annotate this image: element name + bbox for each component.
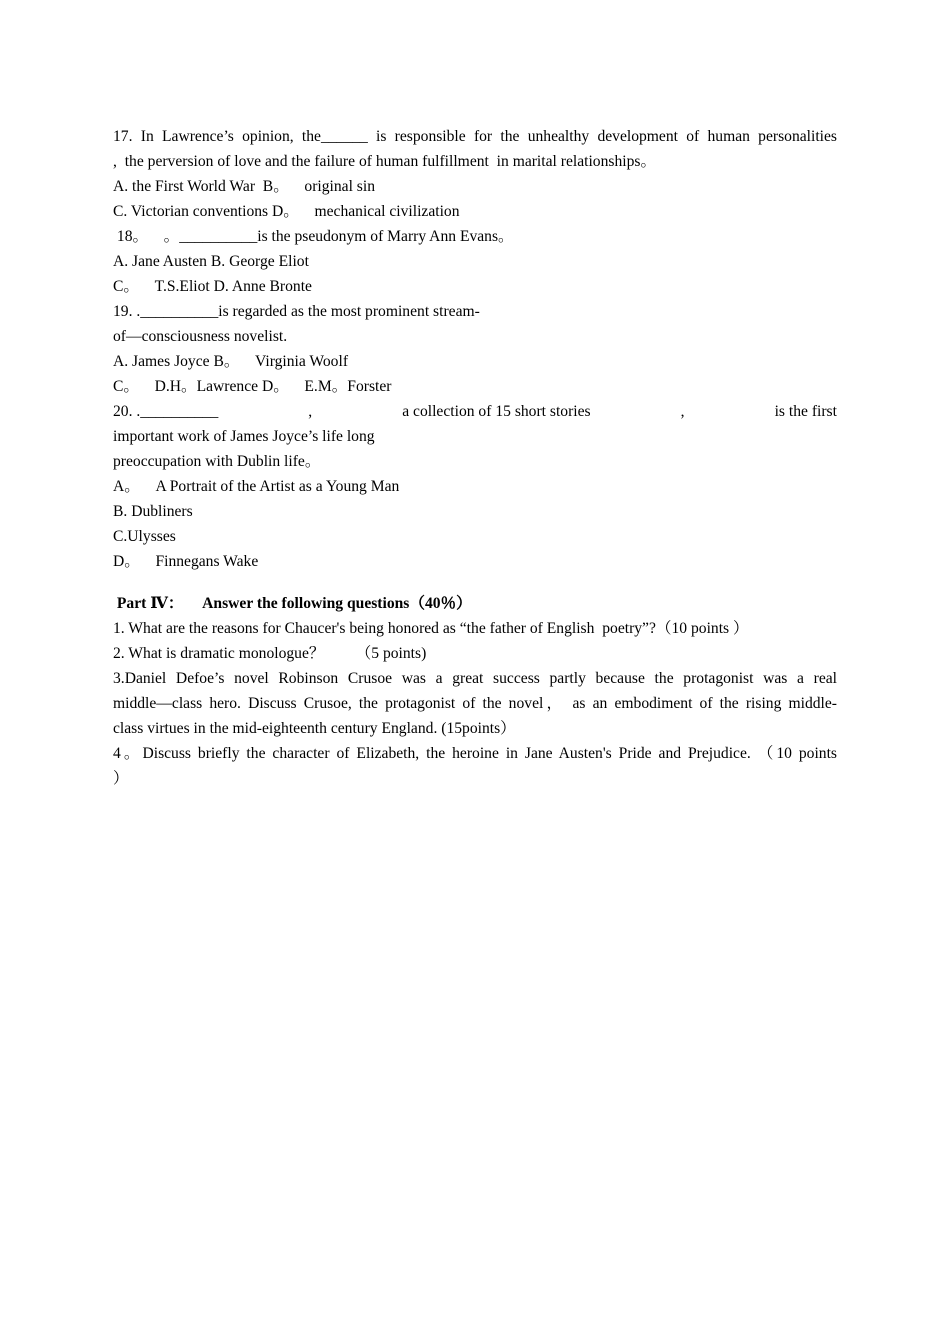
question-20-description: a collection of 15 short stories bbox=[402, 403, 591, 420]
part-4-question-3-line-3: class virtues in the mid-eighteenth century England. (15points） bbox=[113, 720, 516, 737]
question-19-stem-line-1: 19. .__________is regarded as the most prominent stream- bbox=[113, 303, 480, 320]
question-20-option-a: A。 A Portrait of the Artist as a Young Man bbox=[113, 478, 400, 495]
part-4-heading: Part Ⅳ： Answer the following questions（40％） bbox=[113, 595, 472, 612]
part-4-question-4-line-2: ） bbox=[113, 770, 129, 787]
question-20-stem-line-3: preoccupation with Dublin life。 bbox=[113, 453, 321, 470]
question-20-blank: 20. .__________ bbox=[113, 403, 219, 420]
question-20-option-c: C.Ulysses bbox=[113, 528, 176, 545]
question-20-stem-line-2: important work of James Joyce’s life long bbox=[113, 428, 375, 445]
part-4-question-4-line-1: 4。Discuss briefly the character of Elizabeth, the heroine in Jane Austen's Pride and Prejudice. （10 points bbox=[113, 745, 837, 762]
question-18-options-ab: A. Jane Austen B. George Eliot bbox=[113, 253, 309, 270]
question-17-line-1: 17. In Lawrence’s opinion, the______ is responsible for the unhealthy development of human personalities bbox=[113, 128, 837, 145]
section-spacer bbox=[113, 574, 837, 591]
question-20-comma-1: , bbox=[308, 403, 313, 420]
question-20-option-d: D。 Finnegans Wake bbox=[113, 553, 259, 570]
question-17-line-2: , the perversion of love and the failure of human fulfillment in marital relationships。 bbox=[113, 153, 657, 170]
part-4-question-2: 2. What is dramatic monologue？ （5 points) bbox=[113, 645, 427, 662]
question-20-comma-2: , bbox=[680, 403, 685, 420]
question-18-stem: 18。 。__________is the pseudonym of Marry Ann Evans。 bbox=[113, 228, 514, 245]
question-19-options-cd: C。 D.H。Lawrence D。 E.M。Forster bbox=[113, 378, 392, 395]
part-4-question-3-line-2: middle—class hero. Discuss Crusoe, the protagonist of the novel， as an embodiment of the rising middle- bbox=[113, 695, 837, 712]
question-20-option-b: B. Dubliners bbox=[113, 503, 193, 520]
part-4-question-1: 1. What are the reasons for Chaucer's being honored as “the father of English poetry”?（10 points ） bbox=[113, 620, 749, 637]
question-19-options-ab: A. James Joyce B。 Virginia Woolf bbox=[113, 353, 349, 370]
part-4-question-3-line-1: 3.Daniel Defoe’s novel Robinson Crusoe was a great success partly because the protagonist was a real bbox=[113, 670, 837, 687]
question-17-options-ab: A. the First World War B。 original sin bbox=[113, 178, 375, 195]
question-20-stem-line-1 bbox=[113, 399, 837, 424]
question-18-options-cd: C。 T.S.Eliot D. Anne Bronte bbox=[113, 278, 312, 295]
question-20-tail: is the first bbox=[774, 403, 837, 420]
exam-content bbox=[113, 124, 837, 791]
question-17-options-cd: C. Victorian conventions D。 mechanical civilization bbox=[113, 203, 460, 220]
question-19-stem-line-2: of—consciousness novelist. bbox=[113, 328, 288, 345]
